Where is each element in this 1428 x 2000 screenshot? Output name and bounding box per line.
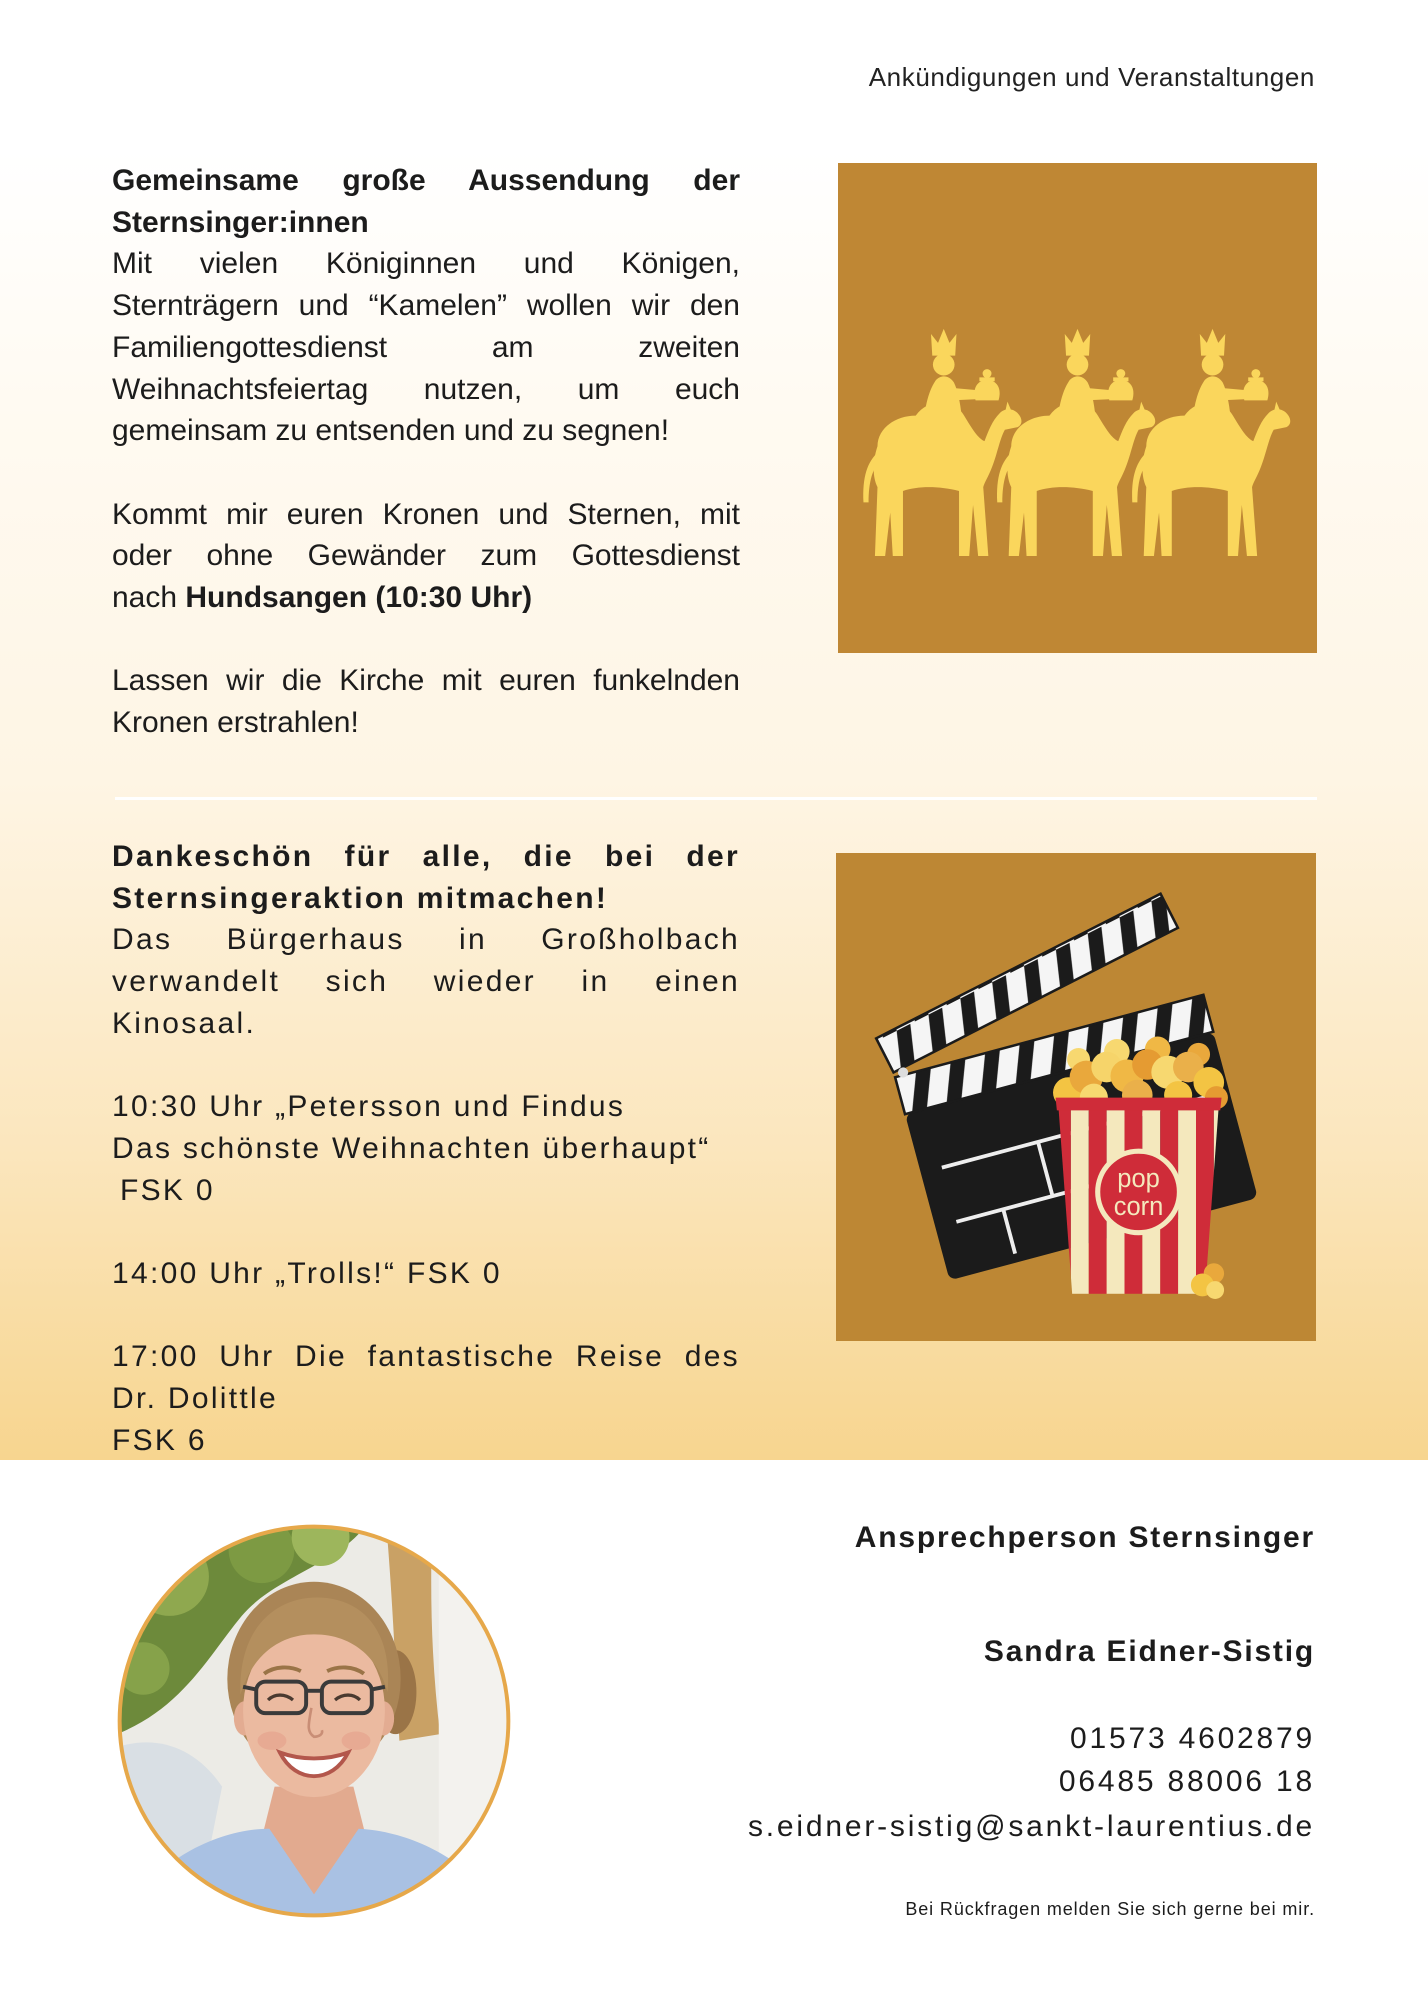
section1-text-line: Mit vielen Königinnen und Königen, [112, 247, 740, 281]
section1-text-line: oder ohne Gewänder zum Gottesdienst [112, 539, 740, 573]
film-schedule-line: 10:30 Uhr „Petersson und Findus [112, 1090, 626, 1124]
section1-text-line: Lassen wir die Kirche mit euren funkelnden [112, 664, 740, 698]
section1-text-line: Familiengottesdienst am zweiten [112, 330, 740, 364]
section1-text-line: gemeinsam zu entsenden und zu segnen! [112, 414, 670, 448]
popcorn-bucket-rim [1056, 1098, 1222, 1111]
section1-title-line: Sternsinger:innen [112, 205, 369, 239]
contact-heading: Ansprechperson Sternsinger [854, 1521, 1315, 1554]
portrait-illustration [117, 1524, 511, 1918]
contact-phone-landline: 06485 88006 18 [1058, 1765, 1315, 1798]
section-kino [112, 836, 740, 1462]
section2-title-line: Sternsingeraktion mitmachen! [112, 881, 609, 915]
contact-email: s.eidner-sistig@sankt-laurentius.de [748, 1810, 1315, 1843]
section2-text-line: Kinosaal. [112, 1006, 257, 1040]
location-prefix: nach [112, 581, 186, 615]
section1-text-line: Kronen erstrahlen! [112, 706, 359, 740]
film-schedule-line: 14:00 Uhr „Trolls!“ FSK 0 [112, 1257, 502, 1290]
paragraph-gap [112, 452, 740, 494]
section2-title-line: Dankeschön für alle, die bei der [112, 840, 740, 873]
popcorn-label-text: pop [1117, 1164, 1160, 1193]
paragraph-gap [112, 619, 740, 661]
section1-text-line: Weihnachtsfeiertag nutzen, um euch [112, 372, 740, 406]
section1-title-line: Gemeinsame große Aussendung der [112, 164, 740, 197]
three-kings-on-camels-icon [838, 163, 1317, 653]
section2-text-line: verwandelt sich wieder in einen [112, 965, 740, 999]
paragraph-gap [112, 1045, 740, 1087]
contact-name: Sandra Eidner-Sistig [983, 1635, 1315, 1668]
popcorn-bucket [1053, 1095, 1232, 1299]
section1-text-line: Sternträgern und “Kamelen” wollen wir den [112, 289, 740, 323]
contact-note: Bei Rückfragen melden Sie sich gerne bei mir. [905, 1899, 1315, 1919]
film-schedule-line: 17:00 Uhr Die fantastische Reise des [112, 1340, 740, 1374]
film-schedule-line: Das schönste Weihnachten überhaupt“ [112, 1131, 711, 1165]
film-schedule-line: Dr. Dolittle [112, 1382, 278, 1416]
contact-portrait-photo [117, 1524, 511, 1918]
section-aussendung [112, 160, 740, 744]
section-divider [115, 797, 1317, 800]
clapperboard-popcorn-icon [836, 853, 1316, 1341]
location-time-highlight: Hundsangen (10:30 Uhr) [185, 581, 533, 615]
section1-text-line: Kommt mir euren Kronen und Sternen, mit [112, 497, 740, 531]
page-header-title: Ankündigungen und Veranstaltungen [868, 62, 1315, 92]
cinema-illustration [836, 853, 1316, 1341]
contact-phone-mobile: 01573 4602879 [1070, 1722, 1315, 1755]
three-kings-illustration [838, 163, 1317, 653]
section2-text-line: Das Bürgerhaus in Großholbach [112, 923, 740, 957]
film-rating: FSK 0 [120, 1173, 215, 1207]
film-rating: FSK 6 [112, 1423, 207, 1457]
section1-text-line [112, 577, 740, 619]
popcorn-label-text: corn [1113, 1192, 1164, 1221]
paragraph-gap [112, 1211, 740, 1253]
paragraph-gap [112, 1295, 740, 1337]
